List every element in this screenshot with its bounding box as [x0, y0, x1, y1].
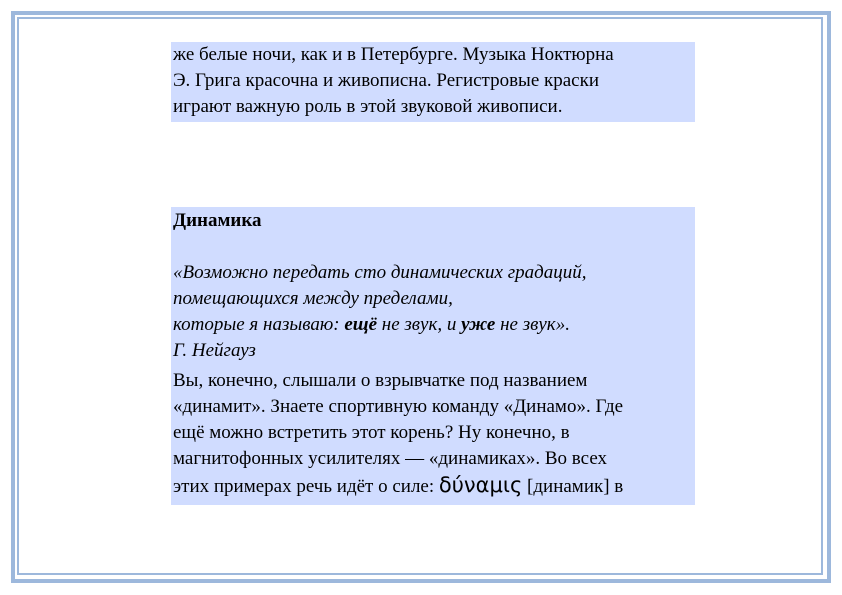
- quote-line: «Возможно передать сто динамических градаций,: [173, 262, 587, 283]
- text-line: магнитофонных усилителях — «динамиках». Во всех: [173, 448, 608, 469]
- text-line: «динамит». Знаете спортивную команду «Динамо». Где: [173, 396, 624, 417]
- text-line: же белые ночи, как и в Петербурге. Музыка Ноктюрна: [173, 44, 614, 65]
- epigraph-quote: [173, 260, 693, 338]
- line-text: этих примерах речь идёт о силе:: [173, 476, 439, 497]
- quote-emphasis: уже: [461, 314, 496, 335]
- text-line: ещё можно встретить этот корень? Ну конечно, в: [173, 422, 570, 443]
- top-paragraph: [171, 42, 695, 122]
- section-heading: Динамика: [173, 210, 262, 231]
- line-text: [динамик] в: [522, 476, 624, 497]
- spacer: [173, 234, 693, 260]
- quote-line: [173, 312, 693, 338]
- text-line: [173, 472, 693, 500]
- quote-emphasis: ещё: [344, 314, 378, 335]
- quote-text: которые я называю:: [173, 314, 345, 335]
- quote-text: не звук, и: [377, 314, 462, 335]
- dynamics-section: [171, 207, 695, 505]
- quote-author: Г. Нейгауз: [173, 340, 256, 361]
- text-line: играют важную роль в этой звуковой живописи.: [173, 96, 563, 117]
- greek-word: δύναμις: [438, 473, 523, 497]
- text-line: Вы, конечно, слышали о взрывчатке под названием: [173, 370, 588, 391]
- quote-line: помещающихся между пределами,: [173, 288, 453, 309]
- text-line: Э. Грига красочна и живописна. Регистровые краски: [173, 70, 600, 91]
- quote-text: не звук».: [495, 314, 570, 335]
- body-paragraph: [173, 368, 693, 500]
